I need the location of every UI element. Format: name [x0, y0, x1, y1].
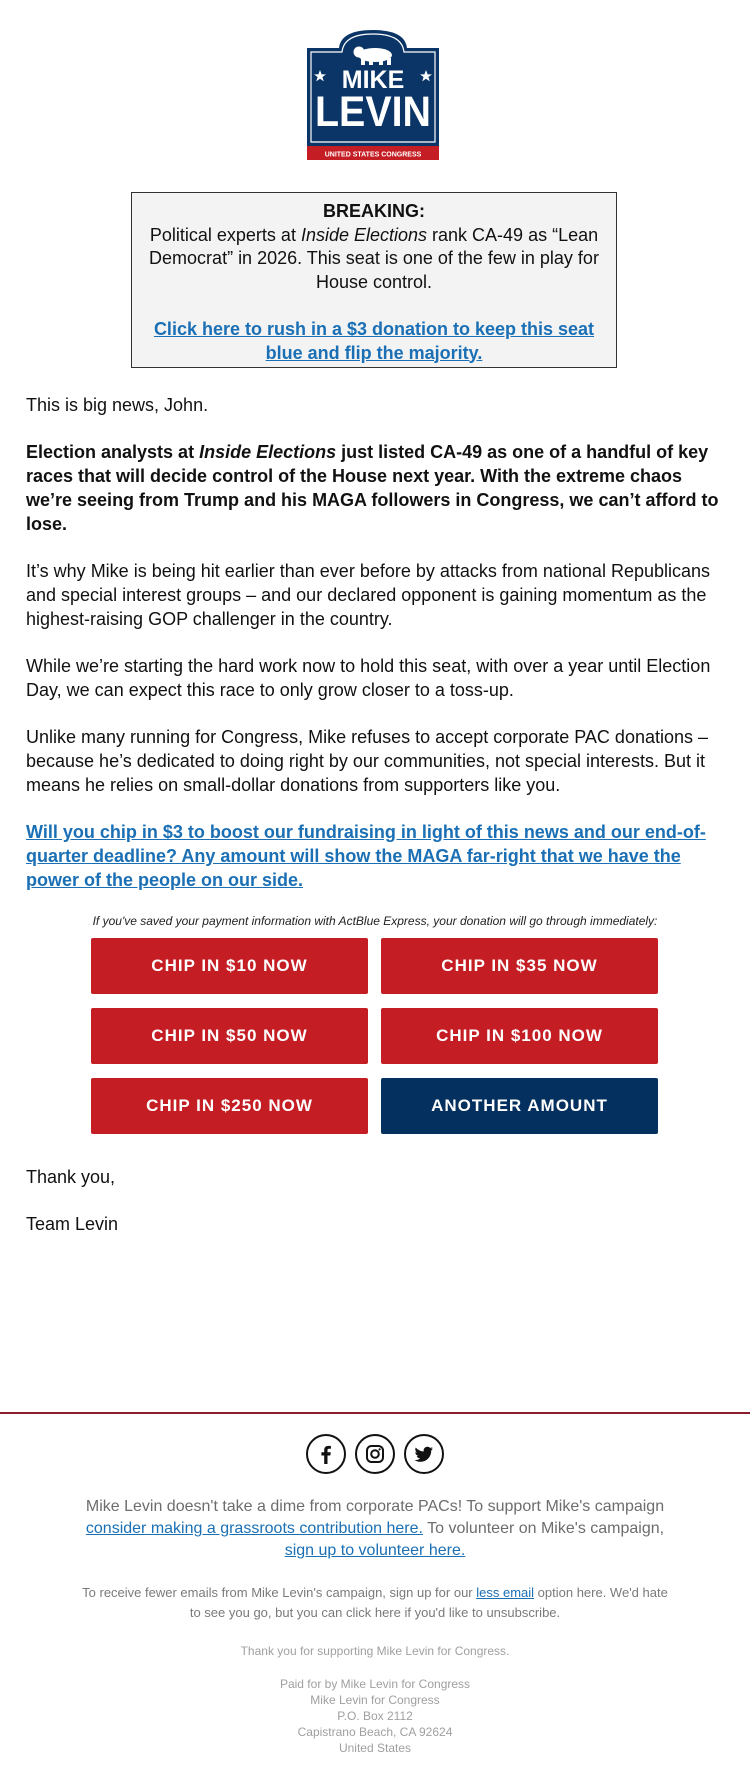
chip-in-10-button[interactable]: CHIP IN $10 NOW: [91, 938, 368, 994]
breaking-box: [131, 192, 617, 368]
instagram-icon[interactable]: [355, 1434, 395, 1474]
donation-ask-link[interactable]: Will you chip in $3 to boost our fundraising in light of this news and our end-of-quarter deadline? Any amount will show the MAGA far-right that we have the power of the people on our side.: [26, 822, 706, 890]
logo-line2: LEVIN: [315, 88, 431, 136]
another-amount-button[interactable]: ANOTHER AMOUNT: [381, 1078, 658, 1134]
twitter-icon[interactable]: [404, 1434, 444, 1474]
footer-divider: [0, 1412, 750, 1414]
actblue-express-note: If you've saved your payment information with ActBlue Express, your donation will go through immediately:: [92, 914, 658, 928]
facebook-icon[interactable]: [306, 1434, 346, 1474]
chip-in-100-button[interactable]: CHIP IN $100 NOW: [381, 1008, 658, 1064]
chip-in-250-button[interactable]: CHIP IN $250 NOW: [91, 1078, 368, 1134]
footer-paid-for: Paid for by Mike Levin for Congress: [279, 1677, 471, 1691]
footer-pac-message: Mike Levin doesn't take a dime from corporate PACs! To support Mike's campaign consider making a grassroots contribution here. To volunteer on Mike's campaign, sign up to volunteer here.: [85, 1498, 665, 1559]
paragraph-1: Election analysts at Inside Elections just listed CA-49 as one of a handful of key races that will decide control of the House next year. With the extreme chaos we’re seeing from Trump and his MAGA followers in Congress, we can’t afford to lose.: [26, 442, 719, 534]
greeting: This is big news, John.: [26, 395, 209, 415]
footer-unsubscribe-text: To receive fewer emails from Mike Levin's campaign, sign up for our less email option here. We'd hate to see you go, but you can click here if you'd like to unsubscribe.: [82, 1585, 668, 1620]
logo-line1: MIKE: [341, 66, 405, 94]
signoff: Thank you,: [26, 1167, 116, 1187]
chip-in-50-button[interactable]: CHIP IN $50 NOW: [91, 1008, 368, 1064]
logo-subtitle: UNITED STATES CONGRESS: [324, 151, 422, 159]
paragraph-3: While we’re starting the hard work now to hold this seat, with over a year until Election Day, we can expect this race to only grow closer to a toss-up.: [26, 656, 711, 700]
signature: Team Levin: [26, 1214, 119, 1234]
footer-thanks: Thank you for supporting Mike Levin for Congress.: [240, 1644, 510, 1658]
footer-address-line: Mike Levin for Congress: [310, 1693, 440, 1707]
paragraph-2: It’s why Mike is being hit earlier than ever before by attacks from national Republicans and special interest groups – and our declared opponent is gaining momentum as the highest-raising GOP challenger in the country.: [26, 561, 711, 629]
chip-in-35-button[interactable]: CHIP IN $35 NOW: [381, 938, 658, 994]
breaking-title: BREAKING:: [323, 201, 425, 221]
footer-address-line: Capistrano Beach, CA 92624: [297, 1725, 453, 1739]
paragraph-4: Unlike many running for Congress, Mike refuses to accept corporate PAC donations – because he’s dedicated to doing right by our communities, not special interests. But it means he relies on small-dollar donations from supporters like you.: [26, 727, 709, 795]
grassroots-contribution-link[interactable]: consider making a grassroots contribution here.: [85, 1520, 423, 1537]
volunteer-link[interactable]: sign up to volunteer here.: [284, 1542, 466, 1559]
less-email-link[interactable]: less email: [476, 1585, 535, 1600]
breaking-donate-link[interactable]: Click here to rush in a $3 donation to keep this seat blue and flip the majority.: [153, 319, 595, 363]
breaking-text: Political experts at Inside Elections rank CA-49 as “Lean Democrat” in 2026. This seat is one of the few in play for House control.: [149, 224, 599, 292]
footer-address-line: United States: [338, 1741, 412, 1755]
footer-address-line: P.O. Box 2112: [337, 1709, 413, 1723]
campaign-logo: [303, 28, 443, 162]
